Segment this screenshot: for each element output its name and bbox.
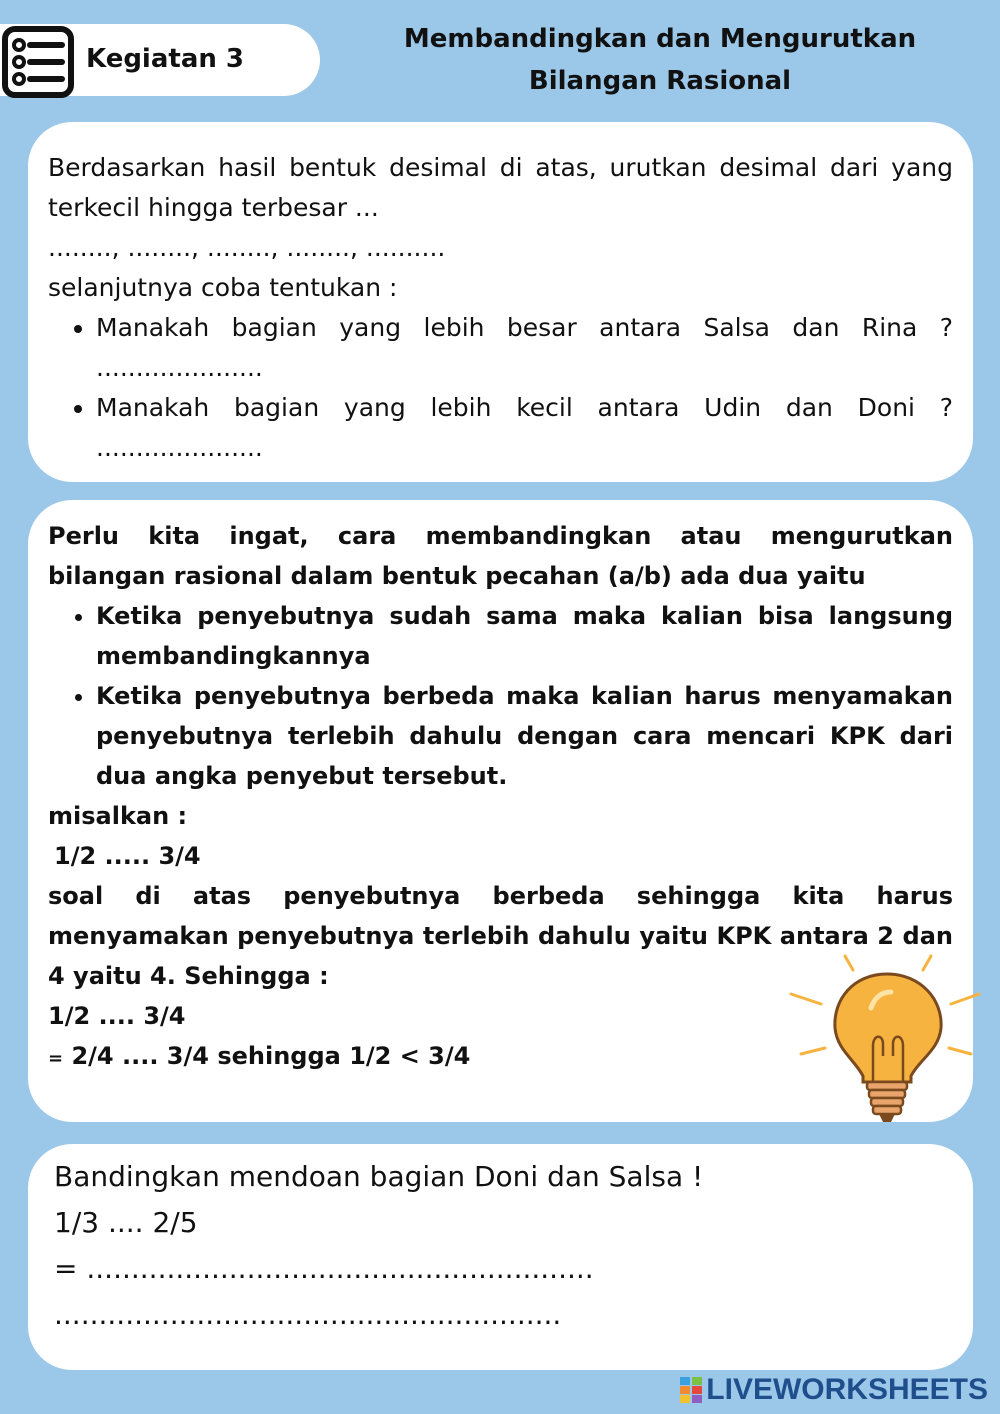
list-icon xyxy=(2,26,74,98)
worked-step-2-text: 2/4 .... 3/4 sehingga 1/2 < 3/4 xyxy=(71,1042,471,1070)
example-expression: 1/2 ..... 3/4 xyxy=(54,842,201,870)
liveworksheets-brand xyxy=(680,1373,988,1407)
example-label: misalkan : xyxy=(48,802,188,830)
rule-1-line-2: membandingkannya xyxy=(96,642,371,670)
rule-2-line-2: penyebutnya terlebih dahulu dengan cara mencari KPK dari xyxy=(96,722,953,750)
question-larger-salsa-rina: • Manakah bagian yang lebih besar antara Salsa dan Rina ? xyxy=(96,313,953,342)
next-prompt: selanjutnya coba tentukan : xyxy=(48,273,398,302)
page-title-line-2: Bilangan Rasional xyxy=(528,66,792,96)
question-list xyxy=(48,308,953,468)
answer-blanks[interactable]: ........, ........, ........, ........, .......... xyxy=(48,233,446,262)
equals-sign: = xyxy=(48,1048,64,1069)
worked-step-1: 1/2 .... 3/4 xyxy=(48,1002,186,1030)
list-item xyxy=(96,596,953,676)
answer-blank-1[interactable]: ..................... xyxy=(96,353,263,382)
intro-text-line-1: Berdasarkan hasil bentuk desimal di atas, urutkan desimal dari yang xyxy=(48,153,953,182)
info-text-line-2: bilangan rasional dalam bentuk pecahan (a/b) ada dua yaitu xyxy=(48,562,866,590)
explanation-line-2: menyamakan penyebutnya terlebih dahulu yaitu KPK antara 2 dan xyxy=(48,922,953,950)
intro-text-line-2: terkecil hingga terbesar ... xyxy=(48,193,379,222)
mendoan-question: Bandingkan mendoan bagian Doni dan Salsa ! xyxy=(54,1160,704,1193)
brand-name: LIVEWORKSHEETS xyxy=(706,1373,988,1406)
list-item xyxy=(96,676,953,796)
answer-line-1[interactable]: = ......................................................... xyxy=(54,1252,594,1285)
list-item xyxy=(96,388,953,468)
rule-1-line-1: • Ketika penyebutnya sudah sama maka kalian bisa langsung xyxy=(96,602,953,630)
page-title-line-1: Membandingkan dan Mengurutkan xyxy=(403,24,917,54)
liveworksheets-logo-icon xyxy=(680,1377,702,1403)
question-card-mendoan xyxy=(28,1144,973,1370)
answer-blank-2[interactable]: ..................... xyxy=(96,433,263,462)
rule-2-line-1: • Ketika penyebutnya berbeda maka kalian harus menyamakan xyxy=(96,682,953,710)
info-text-line-1: Perlu kita ingat, cara membandingkan atau mengurutkan xyxy=(48,522,953,550)
list-item xyxy=(96,308,953,388)
explanation-line-3: 4 yaitu 4. Sehingga : xyxy=(48,962,329,990)
info-card-comparing-fractions xyxy=(28,500,973,1122)
question-card-decimals xyxy=(28,122,973,482)
answer-line-2[interactable]: ......................................................... xyxy=(54,1298,562,1331)
question-smaller-udin-doni: • Manakah bagian yang lebih kecil antara Udin dan Doni ? xyxy=(96,393,953,422)
lightbulb-icon xyxy=(783,950,983,1128)
activity-label: Kegiatan 3 xyxy=(86,44,245,74)
rule-list xyxy=(48,596,953,796)
mendoan-expression: 1/3 .... 2/5 xyxy=(54,1206,198,1239)
explanation-line-1: soal di atas penyebutnya berbeda sehingga kita harus xyxy=(48,882,953,910)
rule-2-line-3: dua angka penyebut tersebut. xyxy=(96,762,508,790)
